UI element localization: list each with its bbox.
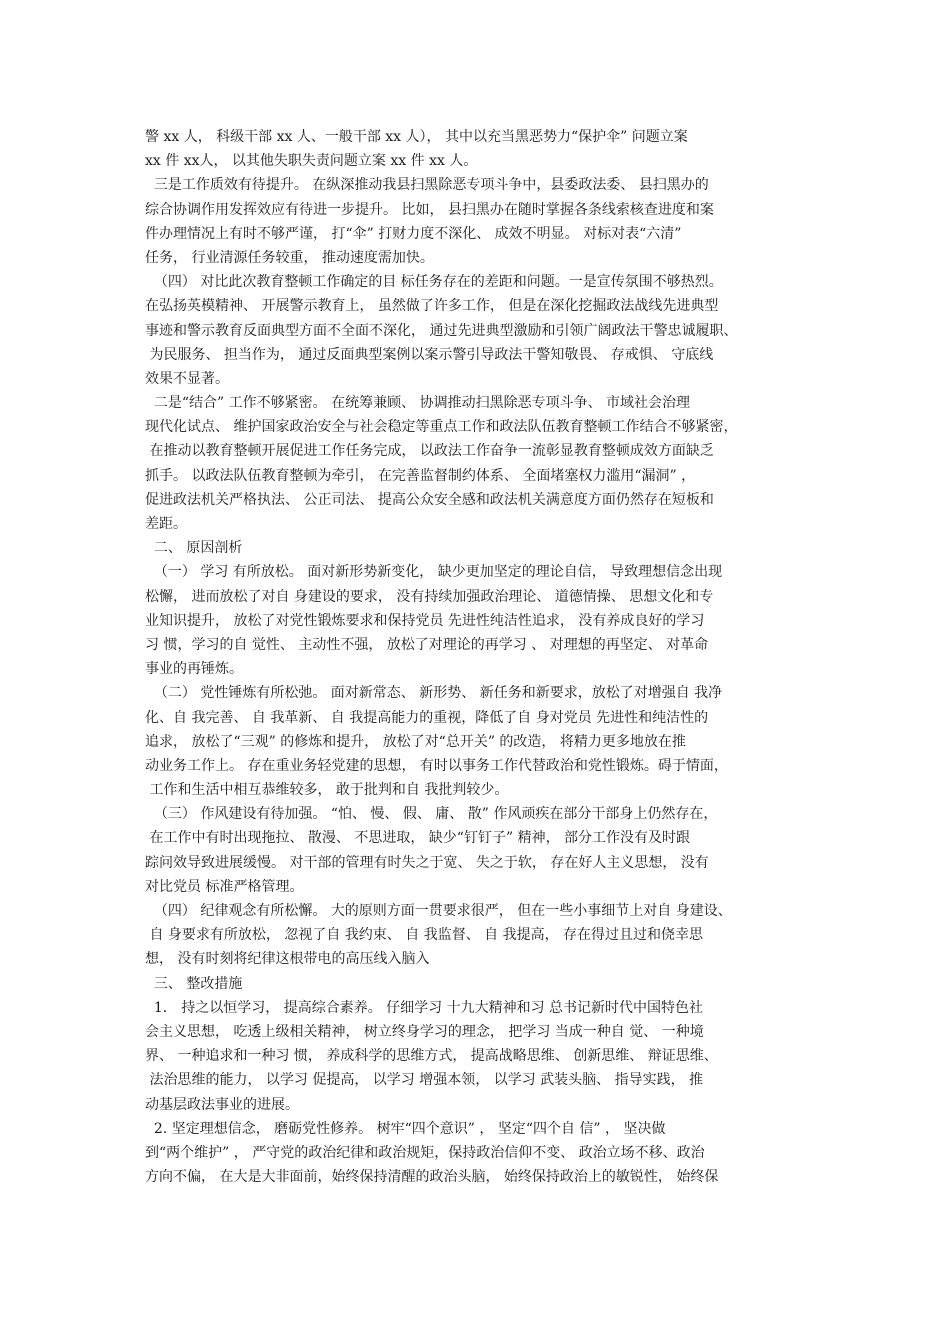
text-line: 差距。 — [145, 516, 187, 532]
text-line: 法治思维的能力， 以学习 促提高， 以学习 增强本领， 以学习 武装头脑、 指导实践， 推 — [145, 1072, 704, 1089]
text-line: 方向不偏， 在大是大非面前，始终保持清醒的政治头脑， 始终保持政治上的敏锐性， 始终保 — [145, 1169, 719, 1186]
text-line: 促进政法机关严格执法、 公正司法、 提高公众安全感和政法机关满意度方面仍然存在短板和 — [145, 491, 714, 508]
text-line: 事业的再锤炼。 — [145, 661, 243, 678]
text-line: 为民服务、 担当作为， 通过反面典型案例以案示警引导政法干警知敬畏、 存戒惧、 守底线 — [145, 346, 714, 363]
text-line: 习 惯，学习的自 觉性、 主动性不强， 放松了对理论的再学习 、 对理想的再坚定、 对革命 — [145, 636, 709, 653]
text-line: 动基层政法事业的进展。 — [145, 1096, 299, 1113]
text-line: 动业务工作上。 存在重业务轻党建的思想， 有时以事务工作代替政治和党性锻炼。碍于情面， — [145, 757, 728, 774]
text-line: 2. 坚定理想信念， 磨砺党性修养。 树牢“四个意识” ， 坚定“四个自 信” ， 坚决做 — [145, 1120, 666, 1137]
text-line: （一） 学习 有所放松。 面对新形势新变化， 缺少更加坚定的理论自信， 导致理想信念出现 — [145, 564, 723, 581]
text-line: 综合协调作用发挥效应有待进一步提升。 比如， 县扫黑办在随时掌握各条线索核查进度和案 — [145, 201, 714, 218]
text-line: 事迹和警示教育反面典型方面不全面不深化， 通过先进典型激励和引领广阔政法干警忠诚履职、 — [145, 322, 738, 339]
text-line: 自 身要求有所放松， 忽视了自 我约束、 自 我监督、 自 我提高， 存在得过且过和侥幸思 — [145, 927, 704, 944]
text-line: 业知识提升， 放松了对党性锻炼要求和保持党员 先进性纯洁性追求， 没有养成良好的学习 — [145, 612, 705, 629]
text-line: 三是工作质效有待提升。 在纵深推动我县扫黑除恶专项斗争中，县委政法委、 县扫黑办的 — [145, 177, 709, 194]
text-line: 会主义思想， 吃透上级相关精神， 树立终身学习的理念， 把学习 当成一种自 觉、 一种境 — [145, 1023, 704, 1040]
text-line: 踪问效导致进展缓慢。 对干部的管理有时失之于宽、 失之于软， 存在好人主义思想， 没有 — [145, 854, 709, 871]
text-line: （四） 纪律观念有所松懈。 大的原则方面一贯要求很严， 但在一些小事细节上对自 身建设、 — [145, 903, 732, 919]
text-line: （三） 作风建设有待加强。 “怕、 慢、 假、 庸、 散” 作风顽疾在部分干部身上仍然存在， — [145, 806, 718, 823]
text-line: 1． 持之以恒学习， 提高综合素养。 仔细学习 十九大精神和习 总书记新时代中国特色社 — [145, 999, 704, 1016]
text-line: 二是“结合” 工作不够紧密。 在统筹兼顾、 协调推动扫黑除恶专项斗争、 市域社会治理 — [145, 395, 691, 412]
text-line: 追求， 放松了“三观” 的修炼和提升， 放松了对“总开关” 的改造， 将精力更多地放在推 — [145, 733, 686, 750]
text-line: 在工作中有时出现拖拉、 散漫、 不思进取， 缺少“钉钉子” 精神， 部分工作没有及时跟 — [145, 830, 691, 847]
text-line: 在弘扬英模精神、 开展警示教育上， 虽然做了许多工作， 但是在深化挖掘政法战线先进典型 — [145, 298, 719, 315]
text-line: 松懈， 进而放松了对自 身建设的要求， 没有持续加强政治理论、 道德情操、 思想文化和专 — [145, 588, 714, 605]
text-line: 到“两个维护” ， 严守党的政治纪律和政治规矩，保持政治信仰不变、 政治立场不移、政治 — [145, 1144, 705, 1161]
text-line: 化、自 我完善、 自 我革新、 自 我提高能力的重视，降低了自 身对党员 先进性和纯洁性的 — [145, 709, 709, 726]
text-line: 界、 一种追求和一种习 惯， 养成科学的思维方式， 提高战略思维、 创新思维、 辩证思维、 — [145, 1048, 718, 1065]
text-line: 件办理情况上有时不够严谨， 打“伞” 打财力度不深化、 成效不明显。 对标对表“六清” — [145, 225, 682, 242]
text-line: 现代化试点、 维护国家政治安全与社会稳定等重点工作和政法队伍教育整顿工作结合不够紧密， — [145, 419, 738, 436]
text-line: 在推动以教育整顿开展促进工作任务完成， 以政法工作奋争一流彰显教育整顿成效方面缺乏 — [145, 443, 714, 460]
text-line: 任务， 行业清源任务较重， 推动速度需加快。 — [145, 249, 434, 266]
text-line: 工作和生活中相互恭维较多， 敢于批判和自 我批判较少。 — [145, 782, 509, 799]
text-line: 警 xx 人， 科级干部 xx 人、一般干部 xx 人）， 其中以充当黑恶势力“保护伞” 问题立案 — [145, 129, 688, 145]
text-line: （二） 党性锤炼有所松弛。 面对新常态、 新形势、 新任务和新要求，放松了对增强自 我净 — [145, 685, 723, 702]
document-page — [145, 125, 815, 1189]
section-heading: 二、 原因剖析 — [145, 540, 243, 557]
text-line: 效果不显著。 — [145, 370, 229, 387]
text-line: 对比党员 标准严格管理。 — [145, 878, 304, 895]
text-line: 抓手。 以政法队伍教育整顿为牵引， 在完善监督制约体系、 全面堵塞权力滥用“漏洞” ， — [145, 467, 696, 484]
text-line: （四） 对比此次教育整顿工作确定的目 标任务存在的差距和问题。一是宣传氛围不够热烈。 — [145, 274, 723, 291]
section-heading: 三、 整改措施 — [145, 975, 243, 992]
text-line: xx 件 xx人， 以其他失职失责问题立案 xx 件 xx 人。 — [145, 153, 478, 170]
text-line: 想， 没有时刻将纪律这根带电的高压线入脑入 — [145, 951, 430, 968]
